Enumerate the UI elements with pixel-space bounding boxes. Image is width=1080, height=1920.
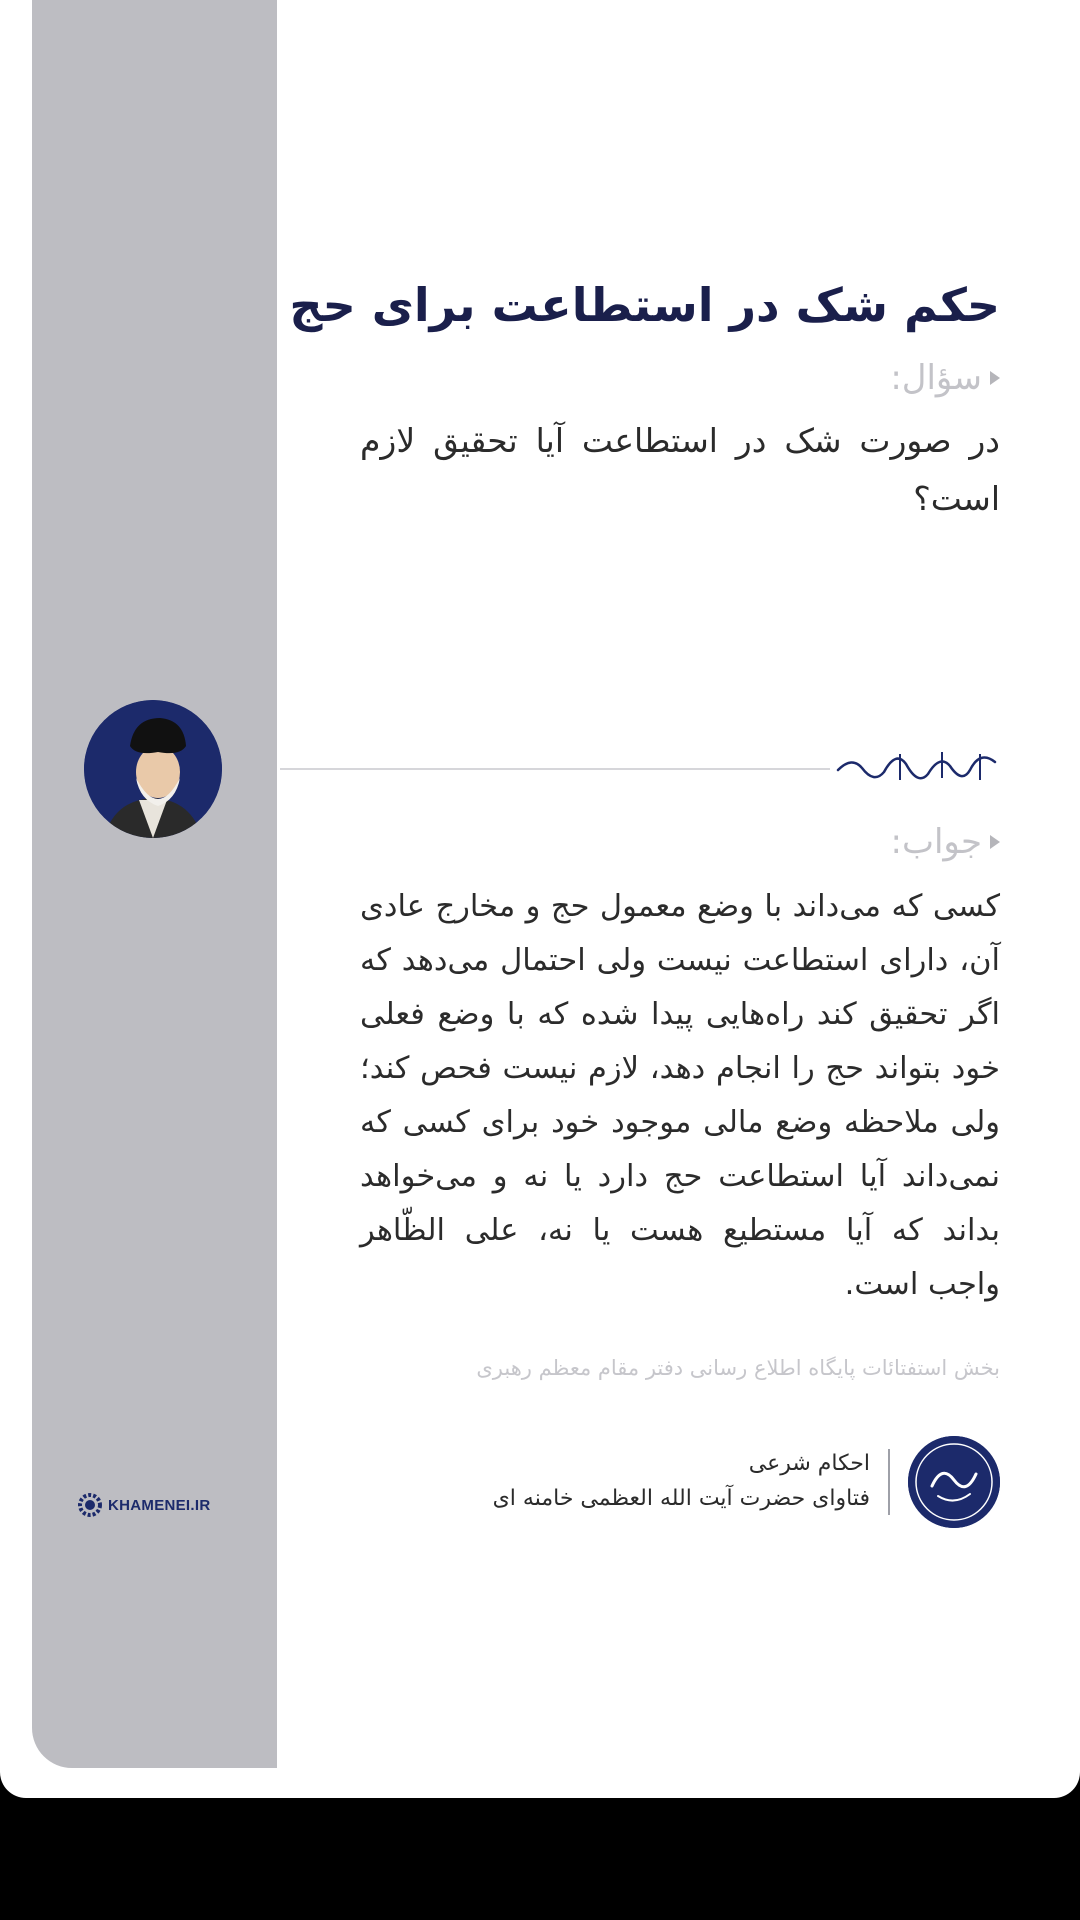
answer-label bbox=[891, 822, 1001, 862]
khamenei-logo bbox=[76, 1490, 236, 1520]
divider bbox=[280, 768, 830, 770]
question-label-text: سؤال: bbox=[890, 358, 982, 398]
footer-separator bbox=[888, 1449, 890, 1515]
question-text: در صورت شک در استطاعت آیا تحقیق لازم است؟ bbox=[360, 421, 1000, 518]
footer-line-1: احکام شرعی bbox=[748, 1451, 870, 1476]
footer-text bbox=[493, 1447, 870, 1517]
answer-text: کسی که می‌داند با وضع معمول حج و مخارج عادی آن، دارای استطاعت نیست ولی احتمال می‌دهد که اگر تحقیق کند راه‌هایی پیدا شده که با وضع فعلی خود بتواند حج را انجام دهد، لازم نیست فحص کند؛ ولی ملاحظه وضع مالی موجود خود برای کسی که نمی‌داند آیا استطاعت حج دارد یا نه و می‌خواهد بداند که آیا مستطیع هست یا نه، علی الظّاهر واجب است. bbox=[360, 889, 1000, 1302]
question-label bbox=[890, 358, 1000, 398]
seal-icon bbox=[908, 1436, 1000, 1528]
avatar bbox=[84, 700, 222, 838]
footer-line-2: فتاوای حضرت آیت الله العظمی خامنه ای bbox=[492, 1486, 870, 1511]
footer bbox=[493, 1436, 1000, 1528]
gear-icon bbox=[76, 1491, 104, 1519]
arrow-left-icon bbox=[990, 371, 1000, 385]
arrow-left-icon bbox=[990, 835, 1000, 849]
answer-label-text: جواب: bbox=[890, 822, 982, 862]
bismillah-calligraphy-icon bbox=[830, 740, 1000, 796]
portrait-image bbox=[84, 700, 222, 838]
source-text: بخش استفتائات پایگاه اطلاع رسانی دفتر مقام معظم رهبری bbox=[476, 1356, 1000, 1380]
page-title: حکم شک در استطاعت برای حج bbox=[289, 278, 1000, 332]
khamenei-logo-text: KHAMENEI.IR bbox=[108, 1496, 211, 1514]
fiqh-seal-logo bbox=[908, 1436, 1000, 1528]
